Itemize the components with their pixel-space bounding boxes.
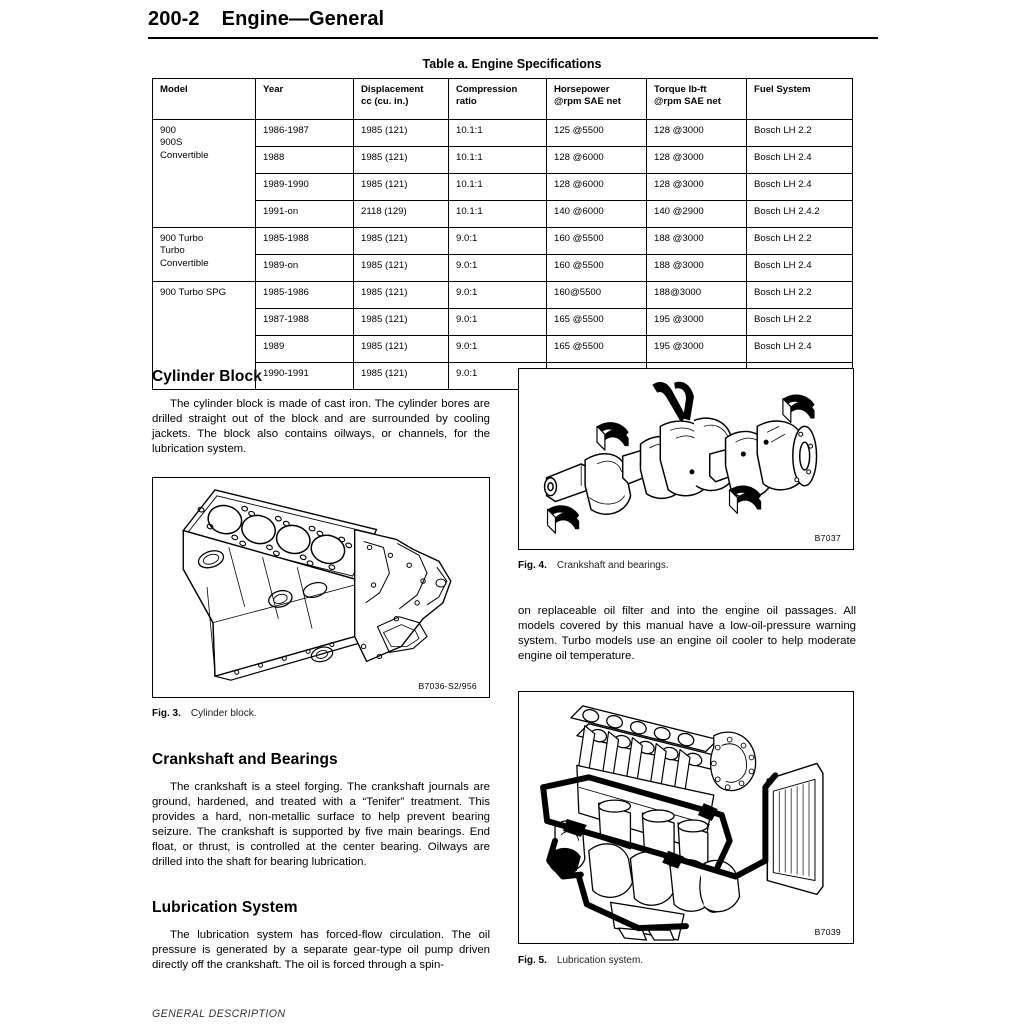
paragraph-lubrication-system: The lubrication system has forced-flow circulation. The oil pressure is generated by a separate gear-type oil pump driven directly off the crankshaft. The oil is forced through a spin- xyxy=(152,928,490,971)
figure-5-title: Lubrication system. xyxy=(556,954,644,966)
cell-fuel-system: Bosch LH 2.4 xyxy=(747,255,853,282)
cell-compression: 9.0:1 xyxy=(449,255,547,282)
cell-displacement: 1985 (121) xyxy=(354,147,449,174)
cell-torque: 128 @3000 xyxy=(647,120,747,147)
cell-torque: 195 @3000 xyxy=(647,309,747,336)
column-header-compression: Compression ratio xyxy=(449,79,547,120)
column-header-displacement: Displacement cc (cu. in.) xyxy=(354,79,449,120)
table-row xyxy=(153,336,853,363)
header-rule xyxy=(148,37,878,39)
model-line: 900 Turbo SPG xyxy=(160,287,227,298)
model-line: Convertible xyxy=(160,149,209,161)
table-row xyxy=(153,174,853,201)
model-line: 900 xyxy=(160,125,177,136)
figure-4-caption xyxy=(518,559,856,572)
model-line: 900 Turbo xyxy=(160,233,204,244)
cell-year: 1988 xyxy=(256,147,354,174)
cell-displacement: 1985 (121) xyxy=(354,120,449,147)
table-row xyxy=(153,282,853,309)
cell-torque: 188 @3000 xyxy=(647,255,747,282)
cell-horsepower: 160 @5500 xyxy=(547,228,647,255)
table-row xyxy=(153,147,853,174)
cell-horsepower: 160@5500 xyxy=(547,282,647,309)
cell-horsepower: 165 @5500 xyxy=(547,336,647,363)
cell-year: 1985-1988 xyxy=(256,228,354,255)
cell-model xyxy=(153,120,256,228)
cell-fuel-system: Bosch LH 2.4 xyxy=(747,336,853,363)
figure-cylinder-block-image xyxy=(152,477,490,698)
model-line: 900S xyxy=(160,137,183,149)
cell-displacement: 2118 (129) xyxy=(354,201,449,228)
cell-compression: 10.1:1 xyxy=(449,174,547,201)
cell-displacement: 1985 (121) xyxy=(354,282,449,309)
cell-fuel-system: Bosch LH 2.2 xyxy=(747,282,853,309)
paragraph-lubrication-continuation: on replaceable oil filter and into the engine oil passages. All models covered by this manual have a low-oil-pressure warning system. Turbo models use an engine oil cooler to help moderate engine oil temperature. xyxy=(518,605,856,663)
column-header-fuel-system: Fuel System xyxy=(747,79,853,120)
cell-torque: 128 @3000 xyxy=(647,147,747,174)
table-row xyxy=(153,255,853,282)
page-number: 200-2 xyxy=(148,8,200,30)
cell-year: 1989 xyxy=(256,336,354,363)
cell-fuel-system: Bosch LH 2.4 xyxy=(747,174,853,201)
figure-3-caption xyxy=(152,707,490,720)
figure-lubrication-system-image xyxy=(518,691,854,944)
paragraph-cylinder-block: The cylinder block is made of cast iron. The cylinder bores are drilled straight out of the block and are surrounded by cooling jackets. The block also contains oilways, or channels, for the lubrication system. xyxy=(152,398,490,456)
cell-torque: 140 @2900 xyxy=(647,201,747,228)
paragraph-crankshaft-and-bearings: The crankshaft is a steel forging. The crankshaft journals are ground, hardened, and treated with a “Tenifer” treatment. This provides a hard, non-metallic surface to help prevent bearing seizure. The crankshaft is supported by five main bearings. End float, or thrust, is controlled at the center bearing. Oilways are drilled into the shaft for bearing lubrication. xyxy=(152,780,490,869)
cell-compression: 9.0:1 xyxy=(449,309,547,336)
cell-displacement: 1985 (121) xyxy=(354,363,449,390)
page-title: Engine—General xyxy=(221,8,385,30)
cell-torque: 128 @3000 xyxy=(647,174,747,201)
heading-crankshaft-and-bearings: Crankshaft and Bearings xyxy=(152,750,338,768)
figure-4-label: Fig. 4. xyxy=(518,560,547,571)
figure-crankshaft-image xyxy=(518,368,854,550)
cell-displacement: 1985 (121) xyxy=(354,255,449,282)
table-row xyxy=(153,201,853,228)
cell-torque: 188@3000 xyxy=(647,282,747,309)
page-header xyxy=(148,8,878,38)
column-header-torque: Torque lb-ft @rpm SAE net xyxy=(647,79,747,120)
figure-3-title: Cylinder block. xyxy=(190,707,257,719)
cell-year: 1989-on xyxy=(256,255,354,282)
cell-compression: 10.1:1 xyxy=(449,120,547,147)
figure-3-label: Fig. 3. xyxy=(152,707,181,719)
cell-model xyxy=(153,228,256,282)
cell-compression: 9.0:1 xyxy=(449,282,547,309)
cell-horsepower: 140 @6000 xyxy=(547,201,647,228)
cell-torque: 188 @3000 xyxy=(647,228,747,255)
cell-fuel-system: Bosch LH 2.2 xyxy=(747,309,853,336)
cell-year: 1989-1990 xyxy=(256,174,354,201)
figure-4-id-code: B7037 xyxy=(814,533,841,543)
right-column xyxy=(518,368,856,967)
cell-fuel-system: Bosch LH 2.4 xyxy=(747,147,853,174)
model-line: Turbo xyxy=(160,245,185,257)
cell-horsepower: 128 @6000 xyxy=(547,174,647,201)
table-header-row xyxy=(153,79,853,120)
column-header-year: Year xyxy=(256,79,354,120)
cell-horsepower: 128 @6000 xyxy=(547,147,647,174)
cell-compression: 10.1:1 xyxy=(449,201,547,228)
cell-displacement: 1985 (121) xyxy=(354,228,449,255)
cell-year: 1986-1987 xyxy=(256,120,354,147)
figure-4-title: Crankshaft and bearings. xyxy=(556,560,669,571)
cell-displacement: 1985 (121) xyxy=(354,309,449,336)
cell-fuel-system: Bosch LH 2.4.2 xyxy=(747,201,853,228)
page-footer: GENERAL DESCRIPTION xyxy=(152,1008,286,1020)
cell-compression: 10.1:1 xyxy=(449,147,547,174)
cell-year: 1991-on xyxy=(256,201,354,228)
model-line: Convertible xyxy=(160,257,209,269)
figure-5-label: Fig. 5. xyxy=(518,954,547,966)
table-caption: Table a. Engine Specifications xyxy=(422,57,602,71)
cell-fuel-system: Bosch LH 2.2 xyxy=(747,228,853,255)
cell-displacement: 1985 (121) xyxy=(354,174,449,201)
cell-year: 1985-1986 xyxy=(256,282,354,309)
cell-displacement: 1985 (121) xyxy=(354,336,449,363)
cell-horsepower: 125 @5500 xyxy=(547,120,647,147)
cell-horsepower: 160 @5500 xyxy=(547,255,647,282)
table-row xyxy=(153,120,853,147)
cell-compression: 9.0:1 xyxy=(449,228,547,255)
heading-cylinder-block: Cylinder Block xyxy=(152,368,262,385)
cell-year: 1990-1991 xyxy=(256,363,354,390)
left-column xyxy=(152,368,490,973)
figure-5-caption xyxy=(518,954,856,967)
engine-specifications-table xyxy=(152,78,852,390)
heading-lubrication-system: Lubrication System xyxy=(152,898,298,916)
cell-year: 1987-1988 xyxy=(256,309,354,336)
cell-fuel-system: Bosch LH 2.2 xyxy=(747,120,853,147)
cell-compression: 9.0:1 xyxy=(449,363,547,390)
cell-horsepower: 165 @5500 xyxy=(547,309,647,336)
column-header-horsepower: Horsepower @rpm SAE net xyxy=(547,79,647,120)
figure-5-id-code: B7039 xyxy=(814,926,841,937)
table-row xyxy=(153,228,853,255)
table-row xyxy=(153,309,853,336)
column-header-model: Model xyxy=(153,79,256,120)
cell-torque: 195 @3000 xyxy=(647,336,747,363)
figure-3-id-code: B7036-S2/956 xyxy=(418,680,477,691)
cell-compression: 9.0:1 xyxy=(449,336,547,363)
